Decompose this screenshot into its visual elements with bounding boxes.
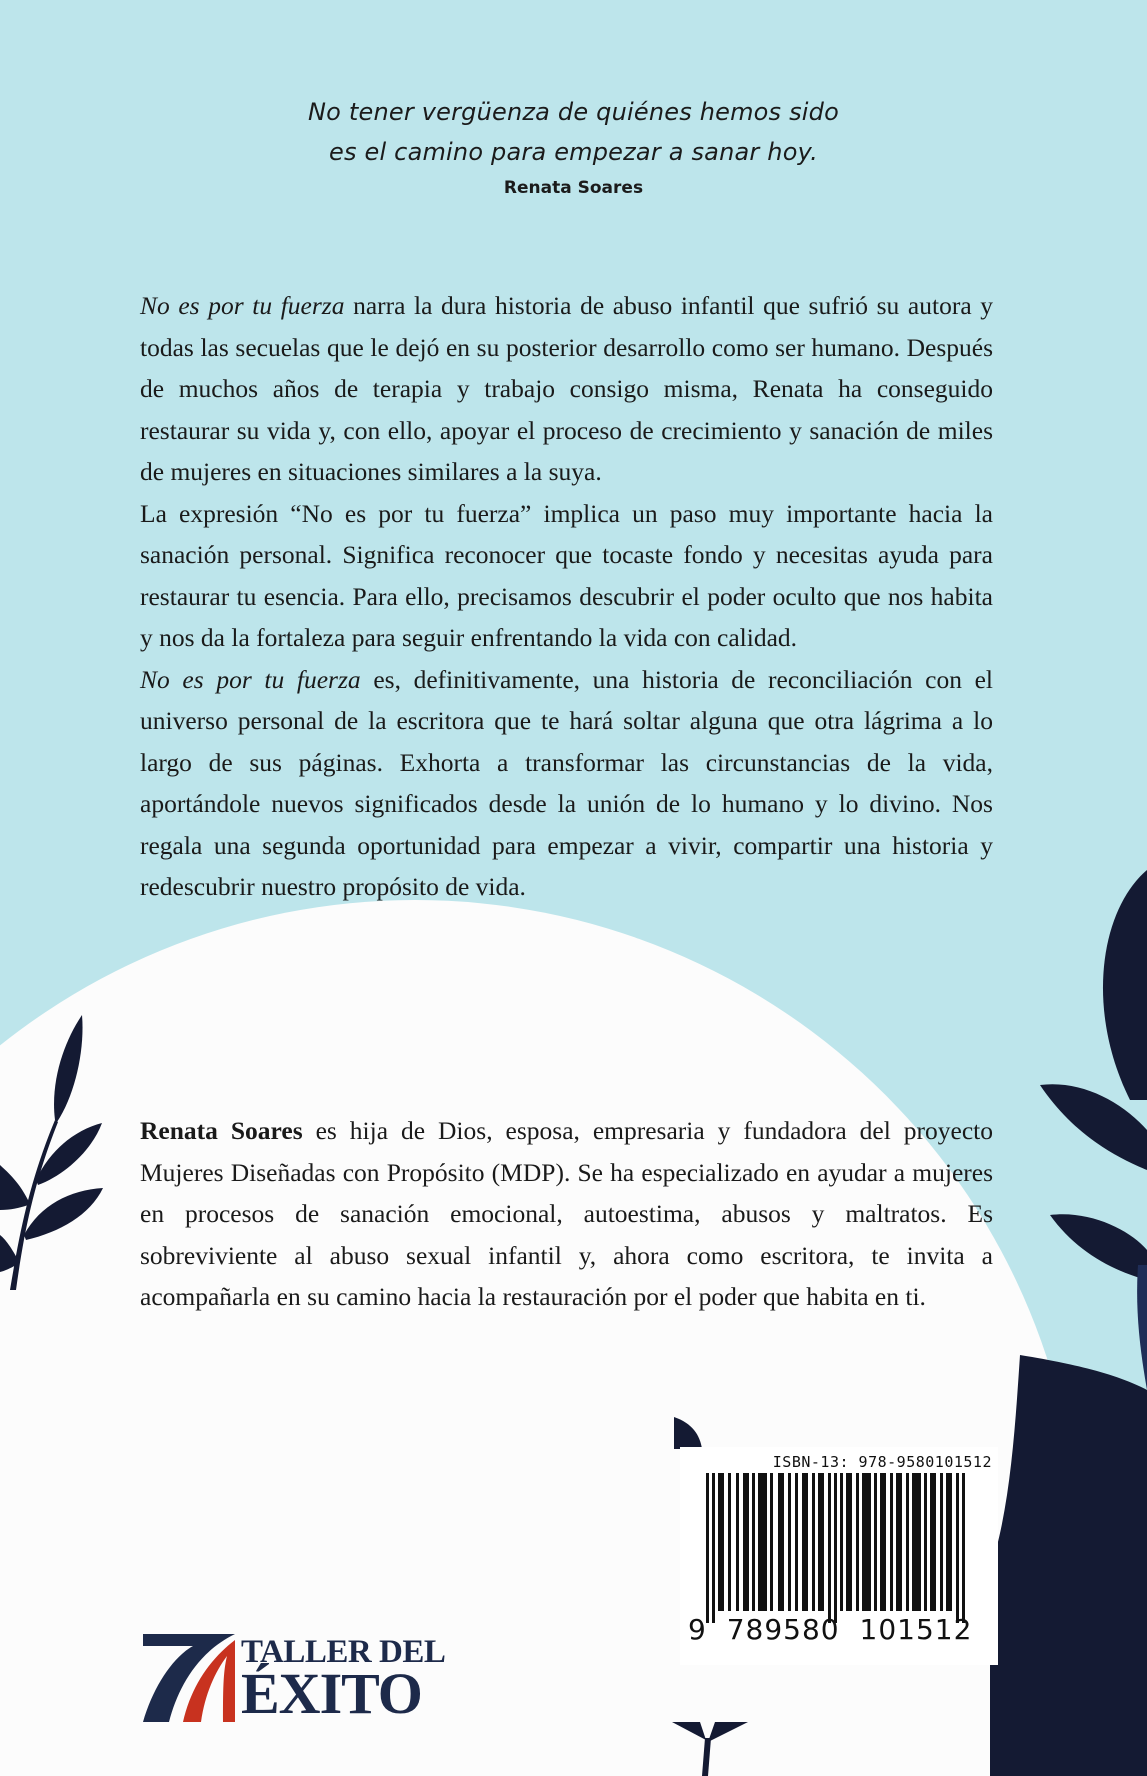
leaf-branch-left-icon: [0, 1010, 110, 1290]
synopsis: [140, 285, 993, 908]
epigraph-line-1: No tener vergüenza de quiénes hemos sido: [308, 98, 839, 126]
publisher-logo: [143, 1632, 445, 1724]
epigraph: [0, 92, 1147, 198]
leaf-tip-icon: [674, 1417, 704, 1449]
barcode-icon: [698, 1473, 982, 1623]
publisher-name: TALLER DEL ÉXITO: [241, 1634, 446, 1726]
publisher-arrow-icon: [143, 1632, 235, 1724]
book-title-italic: No es por tu fuerza: [140, 664, 361, 694]
synopsis-paragraph-3: No es por tu fuerza es, definitivamente, una historia de reconciliación con el universo personal de la escritora que te hará soltar alguna que otra lágrima a lo largo de sus páginas. Exhorta a transformar las circunstancias de la vida, aportándole nuevos significados desde la unión de lo humano y lo divino. Nos regala una segunda oportunidad para empezar a vivir, compartir una historia y redescubrir nuestro propósito de vida.: [140, 664, 994, 901]
isbn-label: ISBN-13: 978-9580101512: [772, 1453, 992, 1471]
epigraph-line-2: es el camino para empezar a sanar hoy.: [329, 138, 818, 166]
book-title-italic: No es por tu fuerza: [140, 291, 345, 320]
author-bio-text: es hija de Dios, esposa, empresaria y fundadora del proyecto Mujeres Diseñadas con Propósito (MDP). Se ha especializado en ayudar a mujeres en procesos de sanación emocional, autoestima, abusos y maltratos. Es sobreviviente al abuso sexual infantil y, ahora como escritora, te invita a acompañarla en su camino hacia la restauración por el poder que habita en ti.: [140, 1116, 993, 1311]
ean-digits: 9 789580 101512: [688, 1613, 973, 1646]
barcode-panel: [680, 1447, 998, 1665]
leaf-cluster-right-icon: [990, 870, 1147, 1776]
synopsis-paragraph-2: La expresión “No es por tu fuerza” implica un paso muy importante hacia la sanación personal. Significa reconocer que tocaste fondo y necesitas ayuda para restaurar tu esencia. Para ello, precisamos descubrir el poder oculto que nos habita y nos da la fortaleza para seguir enfrentando la vida con calidad.: [140, 498, 993, 652]
author-bio: [140, 1110, 993, 1318]
epigraph-author: Renata Soares: [503, 178, 644, 198]
synopsis-paragraph-1: No es por tu fuerza narra la dura historia de abuso infantil que sufrió su autora y todas las secuelas que le dejó en su posterior desarrollo como ser humano. Después de muchos años de terapia y trabajo consigo misma, Renata ha conseguido restaurar su vida y, con ello, apoyar el proceso de crecimiento y sanación de miles de mujeres en situaciones similares a la suya.: [140, 291, 993, 486]
sprig-icon: [670, 1722, 750, 1776]
author-name: Renata Soares: [140, 1116, 303, 1145]
